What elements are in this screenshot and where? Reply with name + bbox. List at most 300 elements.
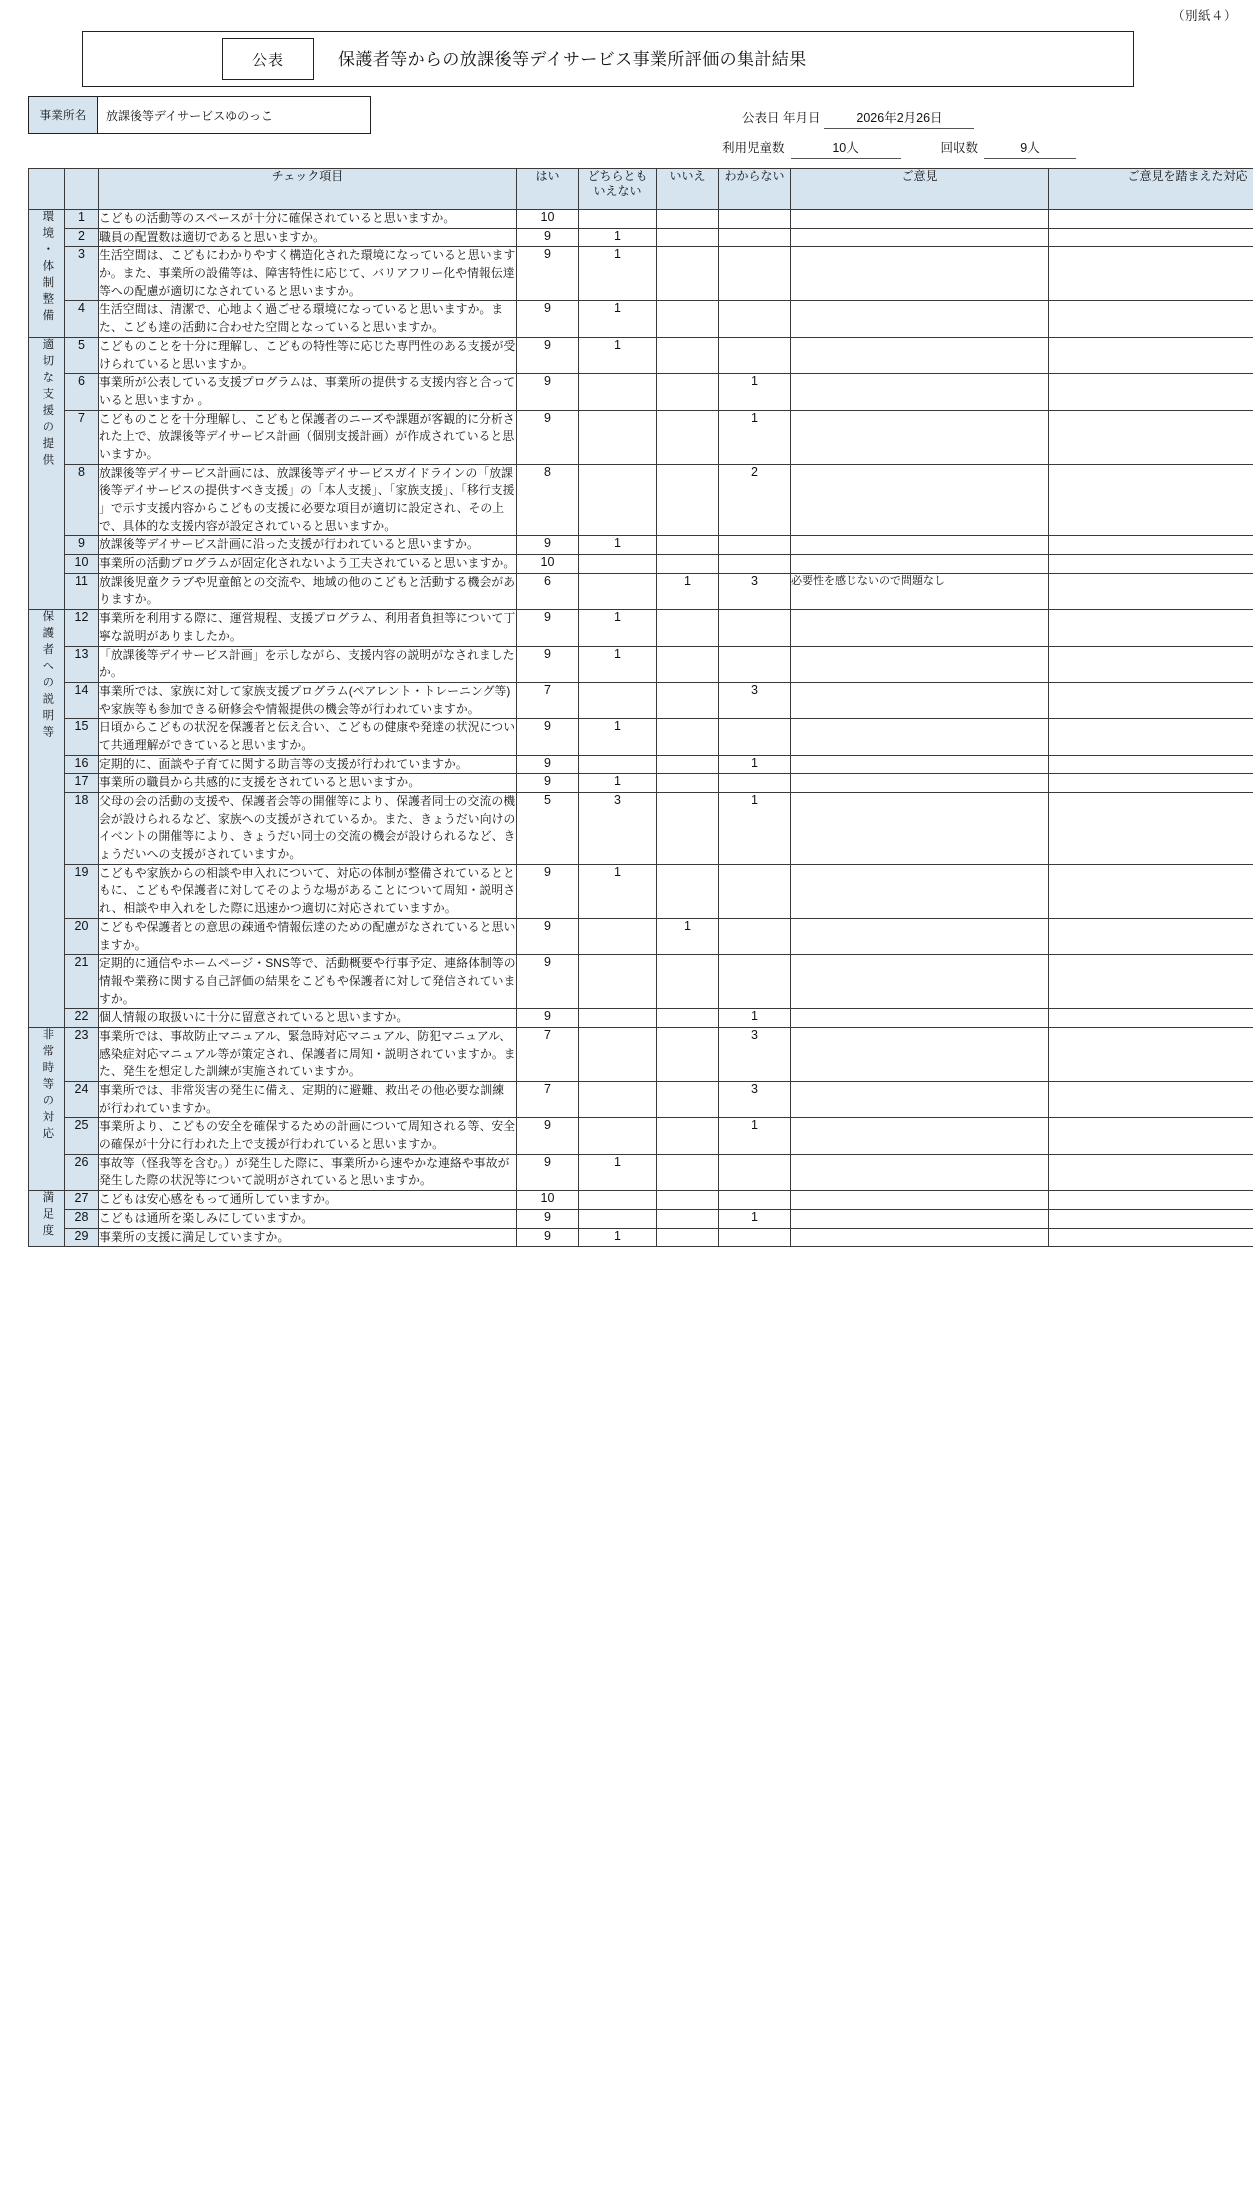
count-unknown xyxy=(719,1154,791,1190)
table-row xyxy=(29,1118,1253,1154)
count-yes: 9 xyxy=(517,301,579,337)
header-neither-line2: いえない xyxy=(593,184,642,198)
table-row xyxy=(29,864,1253,918)
table-row xyxy=(29,755,1253,774)
count-yes: 10 xyxy=(517,555,579,574)
category-label: 保護者への説明等 xyxy=(41,610,54,743)
opinion-text xyxy=(791,374,1049,410)
publish-date-label: 公表日 年月日 xyxy=(742,111,821,125)
row-number: 27 xyxy=(65,1191,99,1210)
row-number: 22 xyxy=(65,1009,99,1028)
table-row xyxy=(29,1082,1253,1118)
count-neither xyxy=(579,464,657,536)
count-no xyxy=(657,410,719,464)
check-item-text: 事故等（怪我等を含む。）が発生した際に、事業所から速やかな連絡や事故が発生した際の状況等について説明がされていると思いますか。 xyxy=(99,1154,517,1190)
count-yes: 9 xyxy=(517,955,579,1009)
opinion-text xyxy=(791,301,1049,337)
response-text xyxy=(1049,374,1253,410)
check-item-text: 事業所では、事故防止マニュアル、緊急時対応マニュアル、防犯マニュアル、感染症対応マニュアル等が策定され、保護者に周知・説明されていますか。また、発生を想定した訓練が実施されていますか。 xyxy=(99,1027,517,1081)
count-neither xyxy=(579,1027,657,1081)
count-unknown: 3 xyxy=(719,1082,791,1118)
count-neither: 1 xyxy=(579,1228,657,1247)
count-unknown xyxy=(719,301,791,337)
count-yes: 9 xyxy=(517,374,579,410)
count-neither xyxy=(579,210,657,229)
row-number: 17 xyxy=(65,774,99,793)
check-item-text: 事業所の支援に満足していますか。 xyxy=(99,1228,517,1247)
table-row xyxy=(29,410,1253,464)
count-neither xyxy=(579,374,657,410)
count-unknown: 3 xyxy=(719,573,791,609)
table-row xyxy=(29,1009,1253,1028)
count-no xyxy=(657,646,719,682)
count-unknown xyxy=(719,337,791,373)
count-yes: 9 xyxy=(517,1009,579,1028)
check-item-text: 放課後等デイサービス計画に沿った支援が行われていると思いますか。 xyxy=(99,536,517,555)
response-text xyxy=(1049,793,1253,865)
count-no xyxy=(657,1154,719,1190)
survey-results-table xyxy=(28,168,1253,1247)
check-item-text: 事業所の職員から共感的に支援をされていると思いますか。 xyxy=(99,774,517,793)
count-no xyxy=(657,536,719,555)
row-number: 11 xyxy=(65,573,99,609)
count-neither xyxy=(579,1191,657,1210)
count-unknown xyxy=(719,536,791,555)
opinion-text xyxy=(791,464,1049,536)
opinion-text xyxy=(791,1228,1049,1247)
check-item-text: 職員の配置数は適切であると思いますか。 xyxy=(99,228,517,247)
opinion-text xyxy=(791,410,1049,464)
check-item-text: 個人情報の取扱いに十分に留意されていると思いますか。 xyxy=(99,1009,517,1028)
row-number: 9 xyxy=(65,536,99,555)
table-row xyxy=(29,536,1253,555)
collected-count-value: 9人 xyxy=(984,138,1076,159)
row-number: 16 xyxy=(65,755,99,774)
table-row xyxy=(29,646,1253,682)
count-unknown: 1 xyxy=(719,374,791,410)
response-text xyxy=(1049,555,1253,574)
count-no: 1 xyxy=(657,918,719,954)
table-row xyxy=(29,610,1253,646)
row-number: 6 xyxy=(65,374,99,410)
office-name-label: 事業所名 xyxy=(29,97,98,133)
table-row xyxy=(29,210,1253,229)
opinion-text xyxy=(791,337,1049,373)
count-neither xyxy=(579,410,657,464)
publish-date-row xyxy=(742,108,974,129)
row-number: 2 xyxy=(65,228,99,247)
count-no xyxy=(657,464,719,536)
check-item-text: こどもは通所を楽しみにしていますか。 xyxy=(99,1209,517,1228)
response-text xyxy=(1049,410,1253,464)
header-number xyxy=(65,169,99,210)
check-item-text: 生活空間は、清潔で、心地よく過ごせる環境になっていると思いますか。また、こども達の活動に合わせた空間となっていると思いますか。 xyxy=(99,301,517,337)
check-item-text: こどものことを十分に理解し、こどもの特性等に応じた専門性のある支援が受けられていると思いますか。 xyxy=(99,337,517,373)
table-row xyxy=(29,1228,1253,1247)
count-no: 1 xyxy=(657,573,719,609)
count-no xyxy=(657,1191,719,1210)
count-no xyxy=(657,1209,719,1228)
response-text xyxy=(1049,864,1253,918)
opinion-text xyxy=(791,793,1049,865)
row-number: 7 xyxy=(65,410,99,464)
opinion-text xyxy=(791,682,1049,718)
count-no xyxy=(657,755,719,774)
check-item-text: 父母の会の活動の支援や、保護者会等の開催等により、保護者同士の交流の機会が設けられるなど、家族への支援がされているか。また、きょうだい向けのイベントの開催等により、きょうだい同士の交流の機会が設けられるなど、きょうだいへの支援がされていますか。 xyxy=(99,793,517,865)
count-yes: 9 xyxy=(517,774,579,793)
count-yes: 9 xyxy=(517,228,579,247)
table-row xyxy=(29,918,1253,954)
opinion-text xyxy=(791,610,1049,646)
count-yes: 9 xyxy=(517,646,579,682)
check-item-text: 放課後児童クラブや児童館との交流や、地域の他のこどもと活動する機会がありますか。 xyxy=(99,573,517,609)
count-unknown: 1 xyxy=(719,755,791,774)
count-neither: 3 xyxy=(579,793,657,865)
count-unknown: 3 xyxy=(719,682,791,718)
count-no xyxy=(657,610,719,646)
count-no xyxy=(657,682,719,718)
collected-count-label: 回収数 xyxy=(940,141,979,155)
opinion-text xyxy=(791,228,1049,247)
table-row xyxy=(29,555,1253,574)
count-no xyxy=(657,374,719,410)
header-no: いいえ xyxy=(657,169,719,210)
count-unknown: 1 xyxy=(719,793,791,865)
table-row xyxy=(29,464,1253,536)
response-text xyxy=(1049,719,1253,755)
table-row xyxy=(29,337,1253,373)
row-number: 1 xyxy=(65,210,99,229)
office-name-value: 放課後等デイサービスゆのっこ xyxy=(106,108,274,123)
count-unknown xyxy=(719,1191,791,1210)
check-item-text: 事業所の活動プログラムが固定化されないよう工夫されていると思いますか。 xyxy=(99,555,517,574)
opinion-text xyxy=(791,1118,1049,1154)
response-text xyxy=(1049,573,1253,609)
count-yes: 6 xyxy=(517,573,579,609)
count-yes: 9 xyxy=(517,1228,579,1247)
check-item-text: こどもや保護者との意思の疎通や情報伝達のための配慮がなされていると思いますか。 xyxy=(99,918,517,954)
opinion-text xyxy=(791,247,1049,301)
response-text xyxy=(1049,210,1253,229)
opinion-text xyxy=(791,555,1049,574)
opinion-text xyxy=(791,864,1049,918)
count-yes: 9 xyxy=(517,918,579,954)
count-no xyxy=(657,1118,719,1154)
header-opinion: ご意見 xyxy=(791,169,1049,210)
check-item-text: 事業所では、家族に対して家族支援プログラム(ペアレント・トレーニング等)や家族等も参加できる研修会や情報提供の機会等が行われていますか。 xyxy=(99,682,517,718)
count-neither: 1 xyxy=(579,228,657,247)
users-count-label: 利用児童数 xyxy=(722,141,785,155)
publication-badge: 公表 xyxy=(222,38,314,80)
category-cell xyxy=(29,337,65,609)
opinion-text xyxy=(791,1082,1049,1118)
count-yes: 9 xyxy=(517,536,579,555)
count-no xyxy=(657,1027,719,1081)
response-text xyxy=(1049,464,1253,536)
header-row xyxy=(29,169,1253,210)
count-neither xyxy=(579,682,657,718)
count-yes: 9 xyxy=(517,610,579,646)
response-text xyxy=(1049,536,1253,555)
count-neither xyxy=(579,1009,657,1028)
count-neither: 1 xyxy=(579,536,657,555)
count-unknown xyxy=(719,864,791,918)
count-unknown: 1 xyxy=(719,1209,791,1228)
response-text xyxy=(1049,918,1253,954)
opinion-text xyxy=(791,1209,1049,1228)
response-text xyxy=(1049,646,1253,682)
count-no xyxy=(657,301,719,337)
response-text xyxy=(1049,301,1253,337)
row-number: 26 xyxy=(65,1154,99,1190)
table-row xyxy=(29,1209,1253,1228)
table-header xyxy=(29,169,1253,210)
opinion-text xyxy=(791,536,1049,555)
table-row xyxy=(29,719,1253,755)
category-cell xyxy=(29,1191,65,1247)
table-row xyxy=(29,682,1253,718)
count-no xyxy=(657,1082,719,1118)
count-yes: 7 xyxy=(517,682,579,718)
count-yes: 9 xyxy=(517,337,579,373)
category-label: 環境・体制整備 xyxy=(41,210,54,326)
opinion-text xyxy=(791,755,1049,774)
count-unknown xyxy=(719,719,791,755)
row-number: 29 xyxy=(65,1228,99,1247)
header-neither xyxy=(579,169,657,210)
office-name-box xyxy=(28,96,371,134)
check-item-text: 放課後等デイサービス計画には、放課後等デイサービスガイドラインの「放課後等デイサービスの提供すべき支援」の「本人支援」、「家族支援」、「移行支援 」で示す支援内容からこどもの支援に必要な項目が適切に設定され、その上で、具体的な支援内容が設定されていると思いますか。 xyxy=(99,464,517,536)
count-unknown: 3 xyxy=(719,1027,791,1081)
check-item-text: こどものことを十分理解し、こどもと保護者のニーズや課題が客観的に分析された上で、放課後等デイサービス計画（個別支援計画）が作成されていると思いますか。 xyxy=(99,410,517,464)
count-no xyxy=(657,955,719,1009)
check-item-text: 事業所が公表している支援プログラムは、事業所の提供する支援内容と合っていると思いますか 。 xyxy=(99,374,517,410)
users-count-value: 10人 xyxy=(791,138,901,159)
count-no xyxy=(657,719,719,755)
check-item-text: 「放課後等デイサービス計画」を示しながら、支援内容の説明がなされましたか。 xyxy=(99,646,517,682)
count-unknown xyxy=(719,646,791,682)
opinion-text xyxy=(791,719,1049,755)
table-row xyxy=(29,1191,1253,1210)
count-unknown: 2 xyxy=(719,464,791,536)
opinion-text xyxy=(791,1154,1049,1190)
row-number: 3 xyxy=(65,247,99,301)
row-number: 19 xyxy=(65,864,99,918)
count-neither: 1 xyxy=(579,864,657,918)
response-text xyxy=(1049,1009,1253,1028)
response-text xyxy=(1049,1209,1253,1228)
row-number: 14 xyxy=(65,682,99,718)
count-unknown xyxy=(719,955,791,1009)
count-neither: 1 xyxy=(579,610,657,646)
counts-row xyxy=(722,138,1076,159)
response-text xyxy=(1049,955,1253,1009)
opinion-text xyxy=(791,955,1049,1009)
table-row xyxy=(29,573,1253,609)
response-text xyxy=(1049,1027,1253,1081)
count-neither: 1 xyxy=(579,774,657,793)
count-no xyxy=(657,864,719,918)
response-text xyxy=(1049,1191,1253,1210)
opinion-text xyxy=(791,918,1049,954)
count-neither xyxy=(579,955,657,1009)
count-no xyxy=(657,1009,719,1028)
count-unknown xyxy=(719,918,791,954)
publish-date-value: 2026年2月26日 xyxy=(824,108,974,129)
check-item-text: 定期的に、面談や子育てに関する助言等の支援が行われていますか。 xyxy=(99,755,517,774)
count-yes: 9 xyxy=(517,1209,579,1228)
row-number: 20 xyxy=(65,918,99,954)
table-row xyxy=(29,374,1253,410)
opinion-text xyxy=(791,1191,1049,1210)
row-number: 5 xyxy=(65,337,99,373)
category-cell xyxy=(29,610,65,1028)
count-yes: 7 xyxy=(517,1082,579,1118)
count-unknown xyxy=(719,610,791,646)
count-no xyxy=(657,774,719,793)
check-item-text: 定期的に通信やホームページ・SNS等で、活動概要や行事予定、連絡体制等の情報や業務に関する自己評価の結果をこどもや保護者に対して発信されていますか。 xyxy=(99,955,517,1009)
count-unknown xyxy=(719,774,791,793)
count-yes: 8 xyxy=(517,464,579,536)
response-text xyxy=(1049,610,1253,646)
category-label: 非常時等の対応 xyxy=(41,1027,54,1144)
count-no xyxy=(657,228,719,247)
count-neither xyxy=(579,918,657,954)
document-reference: （別紙４） xyxy=(1171,9,1237,23)
category-cell xyxy=(29,210,65,338)
row-number: 25 xyxy=(65,1118,99,1154)
row-number: 24 xyxy=(65,1082,99,1118)
opinion-text xyxy=(791,774,1049,793)
page-title: 保護者等からの放課後等デイサービス事業所評価の集計結果 xyxy=(338,50,807,69)
count-neither xyxy=(579,573,657,609)
response-text xyxy=(1049,1228,1253,1247)
count-no xyxy=(657,555,719,574)
header-neither-line1: どちらとも xyxy=(587,169,648,183)
count-neither: 1 xyxy=(579,719,657,755)
table-row xyxy=(29,247,1253,301)
check-item-text: こどもは安心感をもって通所していますか。 xyxy=(99,1191,517,1210)
count-no xyxy=(657,210,719,229)
check-item-text: こどもや家族からの相談や申入れについて、対応の体制が整備されているとともに、こどもや保護者に対してそのような場があることについて周知・説明され、相談や申入れをした際に迅速かつ適切に対応されていますか。 xyxy=(99,864,517,918)
check-item-text: 事業所より、こどもの安全を確保するための計画について周知される等、安全の確保が十分に行われた上で支援が行われていると思いますか。 xyxy=(99,1118,517,1154)
count-neither: 1 xyxy=(579,646,657,682)
opinion-text xyxy=(791,646,1049,682)
table-row xyxy=(29,301,1253,337)
header-unknown: わからない xyxy=(719,169,791,210)
count-neither: 1 xyxy=(579,301,657,337)
check-item-text: こどもの活動等のスペースが十分に確保されていると思いますか。 xyxy=(99,210,517,229)
count-unknown xyxy=(719,247,791,301)
row-number: 13 xyxy=(65,646,99,682)
count-yes: 9 xyxy=(517,1154,579,1190)
count-unknown: 1 xyxy=(719,1009,791,1028)
count-unknown: 1 xyxy=(719,1118,791,1154)
opinion-text: 必要性を感じないので問題なし xyxy=(791,573,1049,609)
row-number: 28 xyxy=(65,1209,99,1228)
table-row xyxy=(29,228,1253,247)
count-neither xyxy=(579,1209,657,1228)
count-no xyxy=(657,337,719,373)
response-text xyxy=(1049,247,1253,301)
count-neither: 1 xyxy=(579,1154,657,1190)
check-item-text: 日頃からこどもの状況を保護者と伝え合い、こどもの健康や発達の状況について共通理解ができていると思いますか。 xyxy=(99,719,517,755)
count-yes: 9 xyxy=(517,719,579,755)
response-text xyxy=(1049,337,1253,373)
table-row xyxy=(29,1027,1253,1081)
count-neither xyxy=(579,755,657,774)
row-number: 23 xyxy=(65,1027,99,1081)
count-yes: 5 xyxy=(517,793,579,865)
row-number: 8 xyxy=(65,464,99,536)
opinion-text xyxy=(791,1027,1049,1081)
row-number: 10 xyxy=(65,555,99,574)
count-neither xyxy=(579,1118,657,1154)
table-row xyxy=(29,1154,1253,1190)
header-category xyxy=(29,169,65,210)
count-yes: 9 xyxy=(517,247,579,301)
check-item-text: 事業所を利用する際に、運営規程、支援プログラム、利用者負担等について丁寧な説明がありましたか。 xyxy=(99,610,517,646)
row-number: 12 xyxy=(65,610,99,646)
category-cell xyxy=(29,1027,65,1190)
count-yes: 10 xyxy=(517,210,579,229)
response-text xyxy=(1049,682,1253,718)
count-unknown xyxy=(719,210,791,229)
response-text xyxy=(1049,1154,1253,1190)
count-yes: 9 xyxy=(517,410,579,464)
count-neither: 1 xyxy=(579,247,657,301)
count-unknown: 1 xyxy=(719,410,791,464)
count-neither xyxy=(579,1082,657,1118)
table-row xyxy=(29,793,1253,865)
header-response: ご意見を踏まえた対応 xyxy=(1049,169,1253,210)
opinion-text xyxy=(791,210,1049,229)
count-no xyxy=(657,1228,719,1247)
count-neither: 1 xyxy=(579,337,657,373)
row-number: 4 xyxy=(65,301,99,337)
row-number: 21 xyxy=(65,955,99,1009)
table-row xyxy=(29,774,1253,793)
response-text xyxy=(1049,1118,1253,1154)
header-yes: はい xyxy=(517,169,579,210)
count-no xyxy=(657,247,719,301)
count-yes: 10 xyxy=(517,1191,579,1210)
response-text xyxy=(1049,228,1253,247)
row-number: 18 xyxy=(65,793,99,865)
count-neither xyxy=(579,555,657,574)
opinion-text xyxy=(791,1009,1049,1028)
count-unknown xyxy=(719,228,791,247)
count-yes: 9 xyxy=(517,864,579,918)
check-item-text: 生活空間は、こどもにわかりやすく構造化された環境になっていると思いますか。また、事業所の設備等は、障害特性に応じて、バリアフリー化や情報伝達等への配慮が適切になされていると思いますか。 xyxy=(99,247,517,301)
header-check-item: チェック項目 xyxy=(99,169,517,210)
count-unknown xyxy=(719,555,791,574)
count-yes: 9 xyxy=(517,1118,579,1154)
count-no xyxy=(657,793,719,865)
row-number: 15 xyxy=(65,719,99,755)
response-text xyxy=(1049,1082,1253,1118)
check-item-text: 事業所では、非常災害の発生に備え、定期的に避難、救出その他必要な訓練が行われていますか。 xyxy=(99,1082,517,1118)
table-body xyxy=(29,210,1253,1247)
count-yes: 7 xyxy=(517,1027,579,1081)
table-row xyxy=(29,955,1253,1009)
response-text xyxy=(1049,774,1253,793)
category-label: 適切な支援の提供 xyxy=(41,337,54,470)
count-yes: 9 xyxy=(517,755,579,774)
category-label: 満足度 xyxy=(41,1191,54,1241)
response-text xyxy=(1049,755,1253,774)
count-unknown xyxy=(719,1228,791,1247)
